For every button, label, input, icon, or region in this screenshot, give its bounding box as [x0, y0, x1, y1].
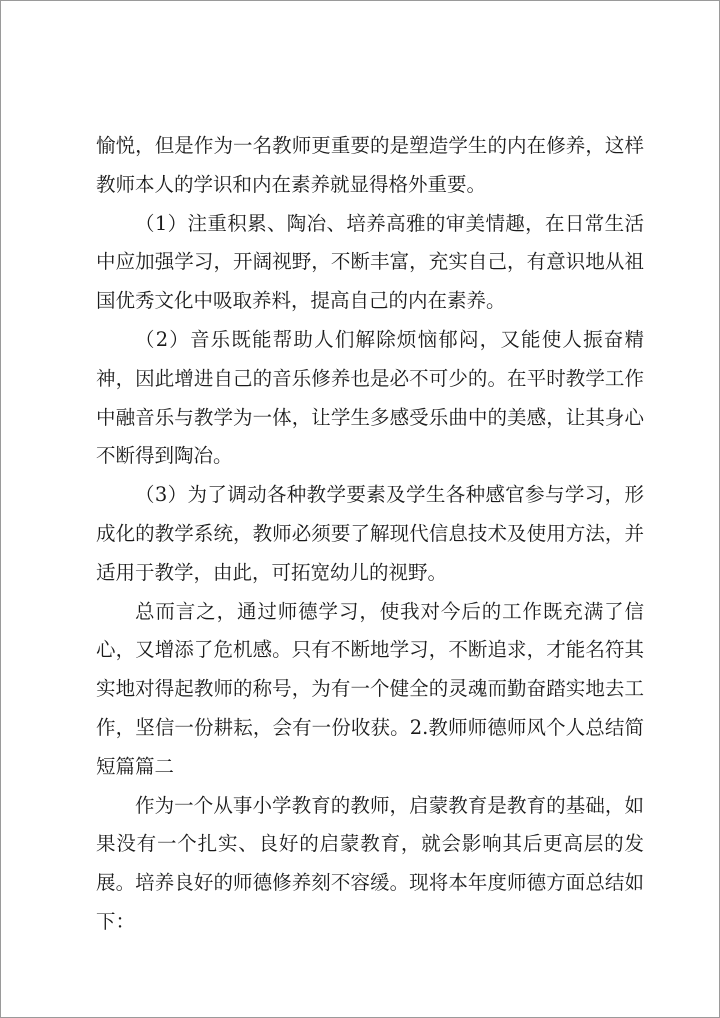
- paragraph-point-1: （1）注重积累、陶冶、培养高雅的审美情趣，在日常生活中应加强学习，开阔视野，不断丰富，充实自己，有意识地从祖国优秀文化中吸取养料，提高自己的内在素养。: [96, 211, 644, 313]
- paragraph-section-two-intro: 作为一个从事小学教育的教师，启蒙教育是教育的基础，如果没有一个扎实、良好的启蒙教育，就会影响其后更高层的发展。培养良好的师德修养刻不容缓。现将本年度师德方面总结如下：: [96, 793, 644, 933]
- paragraph-conclusion: 总而言之，通过师德学习，使我对今后的工作既充满了信心，又增添了危机感。只有不断地学习，不断追求，才能名符其实地对得起教师的称号，为有一个健全的灵魂而勤奋踏实地去工作，坚信一份耕耘，会有一份收获。2.教师师德师风个人总结简短篇篇二: [96, 599, 644, 778]
- paragraph-continued-intro: 愉悦，但是作为一名教师更重要的是塑造学生的内在修养，这样教师本人的学识和内在素养就显得格外重要。: [96, 134, 644, 196]
- paragraph-point-2: （2）音乐既能帮助人们解除烦恼郁闷，又能使人振奋精神，因此增进自己的音乐修养也是必不可少的。在平时教学工作中融音乐与教学为一体，让学生多感受乐曲中的美感，让其身心不断得到陶冶。: [96, 327, 644, 468]
- paragraph-point-3: （3）为了调动各种教学要素及学生各种感官参与学习，形成化的教学系统，教师必须要了解现代信息技术及使用方法，并适用于教学，由此，可拓宽幼儿的视野。: [96, 483, 644, 584]
- document-body: [96, 127, 644, 942]
